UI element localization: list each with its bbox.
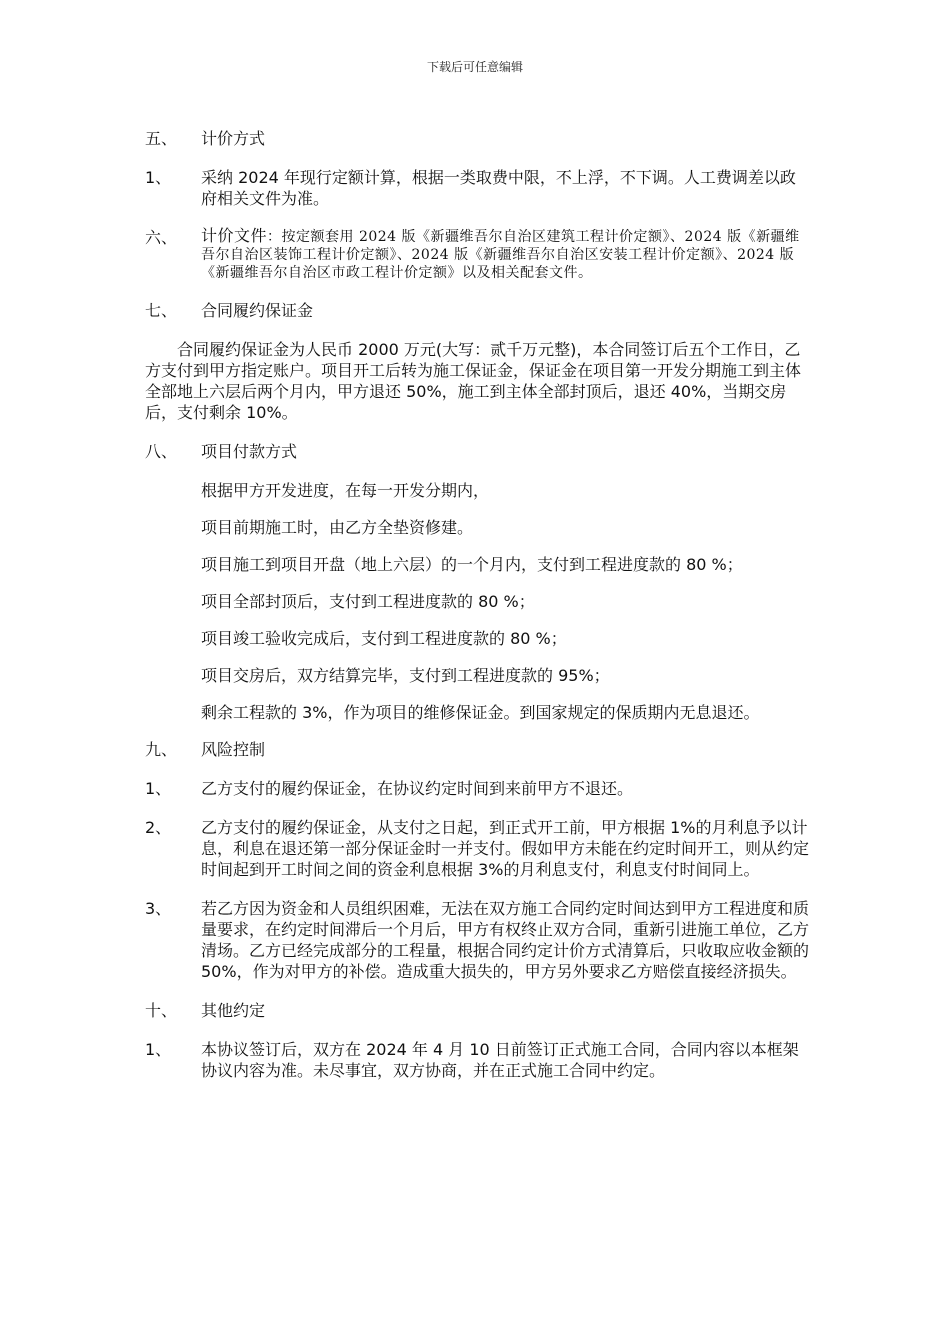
item-text: 乙方支付的履约保证金，在协议约定时间到来前甲方不退还。 [201,779,634,798]
payment-line: 根据甲方开发进度，在每一开发分期内， [201,481,490,500]
section-7-paragraph: 合同履约保证金为人民币 2000 万元(大写：贰千万元整)，本合同签订后五个工作日，乙方支付到甲方指定账户。项目开工后转为施工保证金，保证金在项目第一开发分期施工到主体全部地上六层后两个月内，甲方退还 50%，施工到主体全部封顶后，退还 40%，当期交房后，支付剩余 10%。 [145,340,802,422]
section-number: 七、 [145,301,178,320]
section-title: 合同履约保证金 [201,301,314,320]
risk-item [145,778,810,799]
payment-line: 项目前期施工时，由乙方全垫资修建。 [201,518,474,537]
item-number: 1、 [145,168,172,187]
section-text: ：按定额套用 2024 版《新疆维吾尔自治区建筑工程计价定额》、2024 版《新疆维吾尔自治区装饰工程计价定额》、2024 版《新疆维吾尔自治区安装工程计价定额》、2024 版《新疆维吾尔自治区市政工程计价定额》以及相关配套文件。 [201,229,800,281]
page-header: 下载后可任意编辑 [426,60,523,74]
section-7-heading [145,300,810,321]
document-body [145,128,810,1099]
payment-line: 项目交房后，双方结算完毕，支付到工程进度款的 95%； [201,666,610,685]
section-number: 八、 [145,442,178,461]
item-number: 1、 [145,1040,172,1059]
item-text: 乙方支付的履约保证金，从支付之日起，到正式开工前，甲方根据 1%的月利息予以计息，利息在退还第一部分保证金时一并支付。假如甲方未能在约定时间开工，则从约定时间起到开工时间之间的资金利息根据 3%的月利息支付，利息支付时间同上。 [201,818,810,879]
item-text: 若乙方因为资金和人员组织困难，无法在双方施工合同约定时间达到甲方工程进度和质量要求，在约定时间滞后一个月后，甲方有权终止双方合同，重新引进施工单位，乙方清场。乙方已经完成部分的工程量，根据合同约定计价方式清算后，只收取应收金额的 50%，作为对甲方的补偿。造成重大损失的，甲方另外要求乙方赔偿直接经济损失。 [201,899,810,981]
section-number: 六、 [145,228,178,247]
section-5-heading [145,128,810,149]
item-number: 3、 [145,899,172,918]
payment-line: 剩余工程款的 3%，作为项目的维修保证金。到国家规定的保质期内无息退还。 [201,703,760,722]
section-title: 计价方式 [201,129,266,148]
section-9-heading [145,739,810,760]
section-title: 项目付款方式 [201,442,298,461]
section-title: 计价文件 [201,226,268,245]
item-text: 本协议签订后，双方在 2024 年 4 月 10 日前签订正式施工合同，合同内容以本框架协议内容为准。未尽事宜，双方协商，并在正式施工合同中约定。 [201,1040,799,1080]
section-title: 风险控制 [201,740,266,759]
section-6 [145,227,810,282]
section-6-body [201,227,810,282]
payment-line: 项目全部封顶后，支付到工程进度款的 80 %； [201,592,535,611]
item-text: 采纳 2024 年现行定额计算，根据一类取费中限，不上浮，不下调。人工费调差以政府相关文件为准。 [201,168,796,208]
section-10-heading [145,1000,810,1021]
section-number: 九、 [145,740,178,759]
item-number: 2、 [145,818,172,837]
section-8-heading [145,441,810,462]
section-number: 五、 [145,129,178,148]
item-number: 1、 [145,779,172,798]
payment-line: 项目施工到项目开盘（地上六层）的一个月内，支付到工程进度款的 80 %； [201,555,743,574]
section-number: 十、 [145,1001,178,1020]
section-5-item-1 [145,167,810,209]
risk-item [145,898,810,982]
risk-item [145,817,810,880]
payment-line: 项目竣工验收完成后，支付到工程进度款的 80 %； [201,629,567,648]
section-10-item-1 [145,1039,810,1081]
section-title: 其他约定 [201,1001,266,1020]
